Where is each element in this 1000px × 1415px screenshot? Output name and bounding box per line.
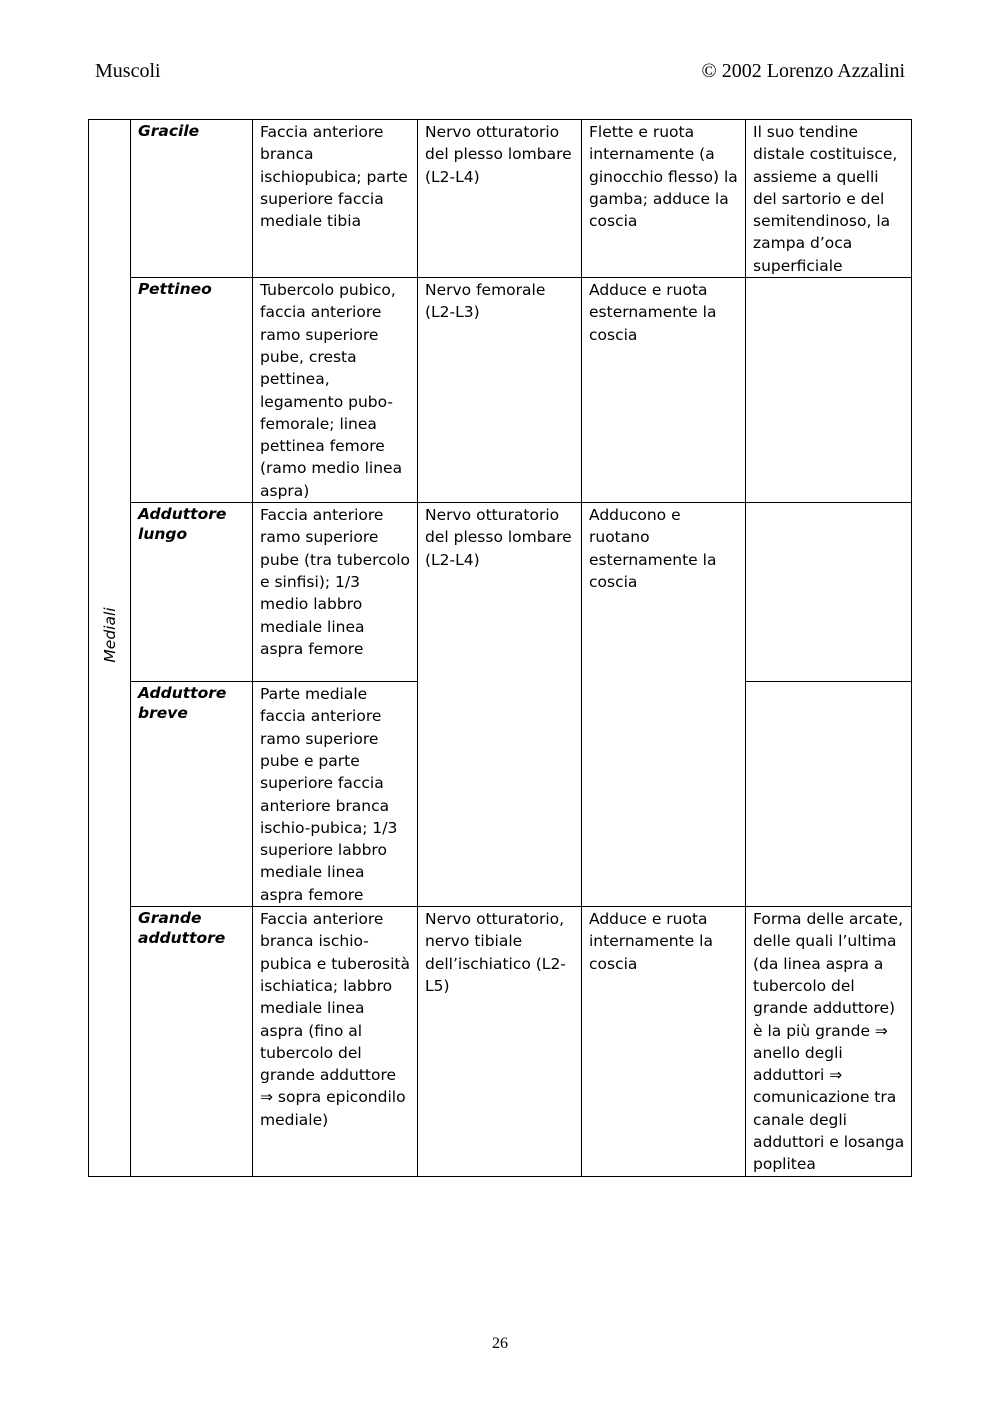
nerve-cell: Nervo otturatorio del plesso lombare (L2-L4)	[418, 503, 582, 907]
nerve-cell: Nervo otturatorio del plesso lombare (L2-L4)	[418, 120, 582, 278]
muscle-name: Gracile	[131, 120, 253, 278]
action-cell: Adducono e ruotano esternamente la coscia	[582, 503, 746, 907]
table-row	[89, 907, 912, 1177]
notes-cell: Il suo tendine distale costituisce, assieme a quelli del sartorio e del semitendinoso, la zampa d’oca superficiale	[746, 120, 912, 278]
group-label: Mediali	[100, 607, 119, 663]
table-row	[89, 120, 912, 278]
muscle-name: Pettineo	[131, 278, 253, 503]
table-row	[89, 503, 912, 682]
notes-cell: Forma delle arcate, delle quali l’ultima (da linea aspra a tubercolo del grande adduttore) è la più grande ⇒ anello degli adduttori ⇒ comunicazione tra canale degli adduttori e losanga poplitea	[746, 907, 912, 1177]
nerve-cell: Nervo femorale (L2-L3)	[418, 278, 582, 503]
action-cell: Flette e ruota internamente (a ginocchio flesso) la gamba; adduce la coscia	[582, 120, 746, 278]
action-cell: Adduce e ruota internamente la coscia	[582, 907, 746, 1177]
action-cell: Adduce e ruota esternamente la coscia	[582, 278, 746, 503]
header-title: Muscoli	[95, 60, 161, 82]
origin-cell: Faccia anteriore ramo superiore pube (tra tubercolo e sinfisi); 1/3 medio labbro mediale linea aspra femore	[253, 503, 418, 682]
muscle-name: Adduttore breve	[131, 682, 253, 907]
origin-cell: Faccia anteriore branca ischio-pubica e tuberosità ischiatica; labbro mediale linea aspra (fino al tubercolo del grande adduttore ⇒ sopra epicondilo mediale)	[253, 907, 418, 1177]
nerve-cell: Nervo otturatorio, nervo tibiale dell’ischiatico (L2-L5)	[418, 907, 582, 1177]
origin-cell: Tubercolo pubico, faccia anteriore ramo superiore pube, cresta pettinea, legamento pubo-femorale; linea pettinea femore (ramo medio linea aspra)	[253, 278, 418, 503]
origin-cell: Parte mediale faccia anteriore ramo superiore pube e parte superiore faccia anteriore branca ischio-pubica; 1/3 superiore labbro mediale linea aspra femore	[253, 682, 418, 907]
origin-cell: Faccia anteriore branca ischiopubica; parte superiore faccia mediale tibia	[253, 120, 418, 278]
muscle-table	[88, 119, 912, 1177]
notes-cell	[746, 682, 912, 907]
muscle-name: Adduttore lungo	[131, 503, 253, 682]
page-number: 26	[492, 1335, 508, 1352]
header-copyright: © 2002 Lorenzo Azzalini	[701, 60, 905, 82]
table-row	[89, 278, 912, 503]
notes-cell	[746, 278, 912, 503]
notes-cell	[746, 503, 912, 682]
group-cell	[89, 120, 131, 1177]
muscle-name: Grande adduttore	[131, 907, 253, 1177]
page-header	[95, 60, 905, 90]
